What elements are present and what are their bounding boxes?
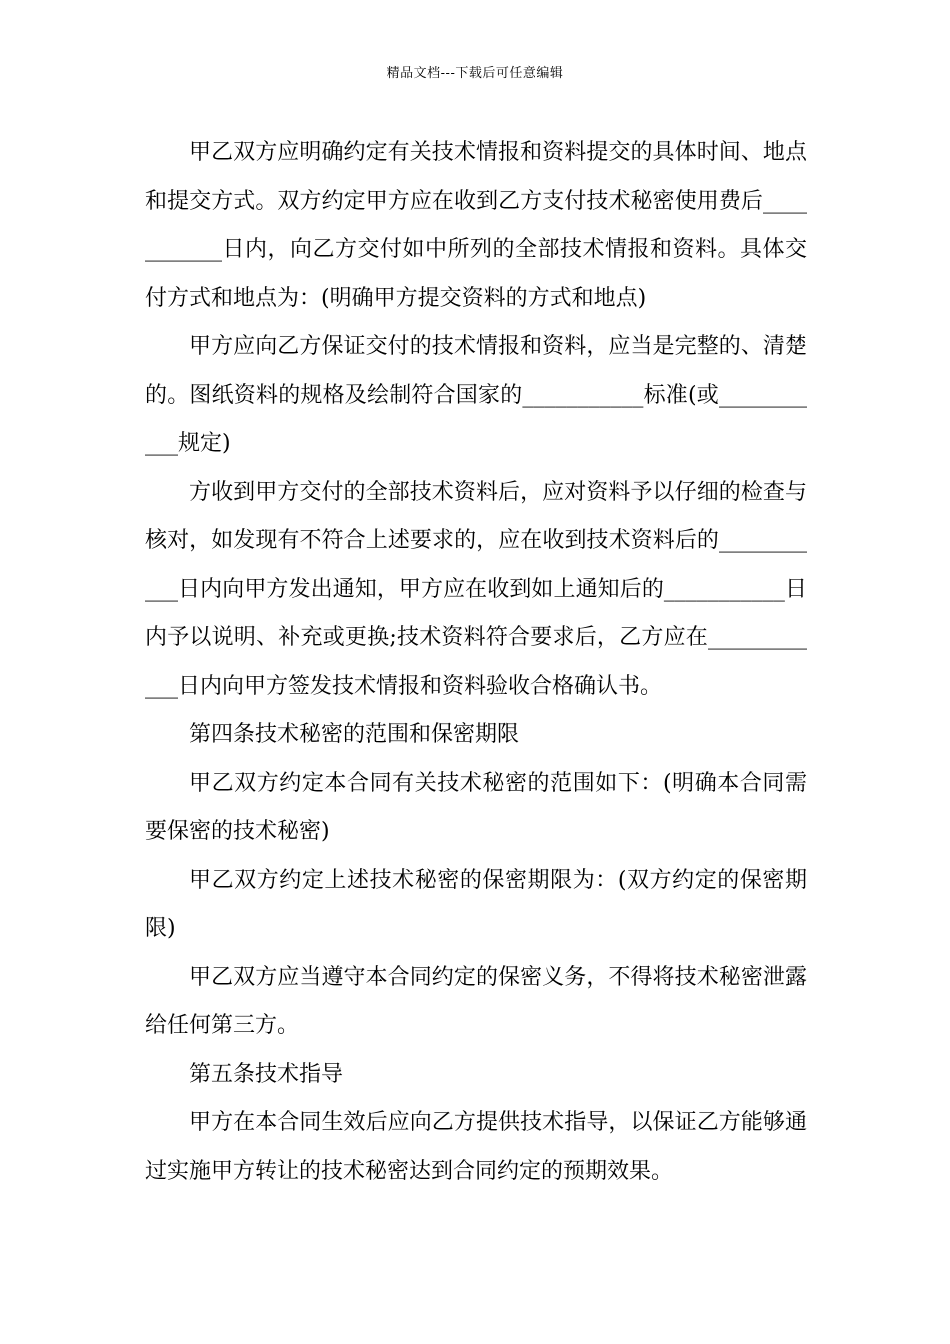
paragraph-inspection: 方收到甲方交付的全部技术资料后，应对资料予以仔细的检查与核对，如发现有不符合上述要求的，应在收到技术资料后的___________日内向甲方发出通知，甲方应在收到如上通知后的___________日内予以说明、补充或更换;技术资料符合要求后，乙方应在____________日内向甲方签发技术情报和资料验收合格确认书。	[145, 479, 807, 699]
paragraph-data-completeness: 甲方应向乙方保证交付的技术情报和资料，应当是完整的、清楚的。图纸资料的规格及绘制符合国家的___________标准(或___________规定)	[145, 334, 807, 456]
paragraph-technical-guidance: 甲方在本合同生效后应向乙方提供技术指导，以保证乙方能够通过实施甲方转让的技术秘密达到合同约定的预期效果。	[145, 1110, 807, 1184]
section-heading-article-5: 第五条技术指导	[189, 1061, 344, 1087]
document-body	[145, 129, 807, 1196]
paragraph-delivery-time: 甲乙双方应明确约定有关技术情报和资料提交的具体时间、地点和提交方式。双方约定甲方应在收到乙方支付技术秘密使用费后___________日内，向乙方交付如中所列的全部技术情报和资料。具体交付方式和地点为：(明确甲方提交资料的方式和地点)	[145, 140, 807, 311]
page-header: 精品文档---下载后可任意编辑	[386, 66, 564, 81]
paragraph-confidentiality: 甲乙双方应当遵守本合同约定的保密义务，不得将技术秘密泄露给任何第三方。	[145, 964, 807, 1038]
paragraph-secret-scope: 甲乙双方约定本合同有关技术秘密的范围如下：(明确本合同需要保密的技术秘密)	[145, 770, 807, 844]
paragraph-secret-term: 甲乙双方约定上述技术秘密的保密期限为：(双方约定的保密期限)	[145, 867, 807, 941]
section-heading-article-4: 第四条技术秘密的范围和保密期限	[189, 722, 520, 747]
